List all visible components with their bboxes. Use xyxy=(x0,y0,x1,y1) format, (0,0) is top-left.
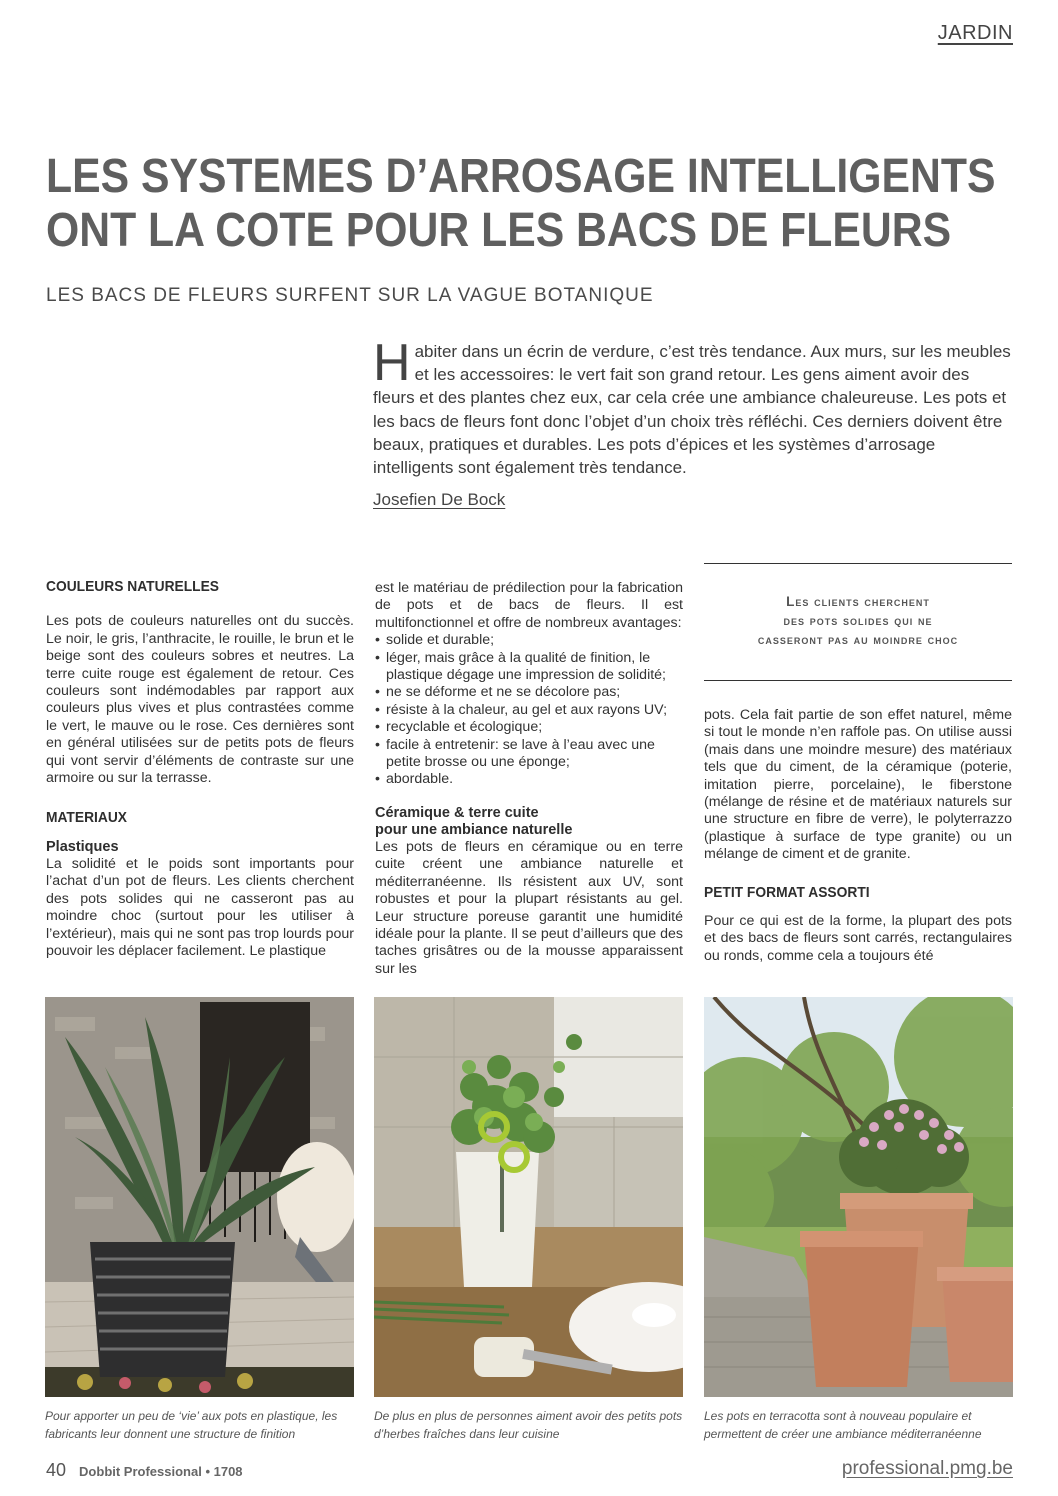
heading-materiaux: MATERIAUX xyxy=(46,809,128,827)
pull-quote-text xyxy=(704,592,1012,649)
text-column-3 xyxy=(704,707,1012,965)
intro-text: abiter dans un écrin de verdure, c’est très tendance. Aux murs, sur les meubles et les accessoires: le vert fait son grand retour. Les gens aiment avoir des fleurs et des plantes chez eux, car cela crée une ambiance chaleureuse. Les pots et les bacs de fleurs font donc l’objet d’un choix très réfléchi. Ces derniers doivent être beaux, pratiques et durables. Les pots d’épices et les systèmes d’arrosage intelligents sont également très tendance. xyxy=(373,342,1011,478)
photo-herb-pot xyxy=(374,997,683,1397)
title-line-1: LES SYSTEMES D’ARROSAGE INTELLIGENTS xyxy=(46,150,996,203)
photo-plastic-pot-image xyxy=(45,997,354,1397)
caption-terracotta-pots: Les pots en terracotta sont à nouveau populaire et permettent de créer une ambiance méditerranéenne xyxy=(704,1409,982,1441)
pull-quote xyxy=(704,563,1012,681)
dropcap-letter: H xyxy=(373,334,411,392)
advantages-list xyxy=(375,632,683,789)
section-label: JARDIN xyxy=(937,22,1013,44)
text-column-2 xyxy=(375,580,683,978)
paragraph-petit-format: Pour ce qui est de la forme, la plupart des pots et des bacs de fleurs sont carrés, rectangulaires ou ronds, comme cela a toujours été xyxy=(704,913,1012,964)
footer-left xyxy=(46,1460,243,1481)
quote-line-1: Les clients cherchent xyxy=(786,594,930,609)
subheading-plastiques: Plastiques xyxy=(46,838,119,855)
list-item: • recyclable et écologique; xyxy=(375,719,683,736)
website-link[interactable]: professional.pmg.be xyxy=(841,1458,1013,1479)
photo-terracotta-pots-image xyxy=(704,997,1013,1397)
list-item: • solide et durable; xyxy=(375,632,683,649)
quote-line-3: casseront pas au moindre choc xyxy=(757,632,959,647)
list-item: • léger, mais grâce à la qualité de finition, le plastique dégage une impression de solidité; xyxy=(375,650,683,685)
subheading-ceramique-line-2: pour une ambiance naturelle xyxy=(375,821,573,838)
paragraph-materiaux-suite: pots. Cela fait partie de son effet naturel, même si tout le monde n’en raffole pas. On utilise aussi (mais dans une moindre mesure) des matériaux tels que du ciment, de la céramique (poterie, imitation pierre, porcelaine), le fiberstone (mélange de résine et de matériaux naturels sur une structure en fibre de verre), le polyterrazzo (plastique à surface de type granite) ou un mélange de ciment et de granite. xyxy=(704,707,1012,863)
article-subtitle: LES BACS DE FLEURS SURFENT SUR LA VAGUE BOTANIQUE xyxy=(46,285,654,306)
caption-plastic-pot: Pour apporter un peu de ‘vie’ aux pots en plastique, les fabricants leur donnent une structure de finition xyxy=(45,1409,338,1441)
publication-name: Dobbit Professional • 1708 xyxy=(79,1464,243,1479)
subheading-ceramique xyxy=(375,805,683,839)
photo-plastic-pot xyxy=(45,997,354,1397)
article-title xyxy=(46,150,996,258)
author-byline[interactable]: Josefien De Bock xyxy=(373,490,506,509)
paragraph-couleurs: Les pots de couleurs naturelles ont du succès. Le noir, le gris, l’anthracite, le rouille, le brun et le beige sont des couleurs sobres et neutres. La terre cuite rouge est également de retour. Ces couleurs sont indémodables par rapport aux couleurs plus vives et plus contrastées comme le vert, le mauve ou le rose. Ces dernières sont en général utilisées sur de petits pots de fleurs qui vont servir d’éléments de contraste sur une armoire ou sur la terrasse. xyxy=(46,613,354,787)
list-item: • facile à entretenir: se lave à l’eau avec une petite brosse ou une éponge; xyxy=(375,737,683,772)
list-item: • résiste à la chaleur, au gel et aux rayons UV; xyxy=(375,702,683,719)
list-item: • abordable. xyxy=(375,771,683,788)
page-number: 40 xyxy=(46,1460,67,1480)
paragraph-plastique-intro: est le matériau de prédilection pour la fabrication de pots et de bacs de fleurs. Il est multifonctionnel et offre de nombreux avantages: xyxy=(375,580,683,631)
photo-terracotta-pots xyxy=(704,997,1013,1397)
heading-couleurs-naturelles: COULEURS NATURELLES xyxy=(46,578,220,595)
paragraph-ceramique: Les pots de fleurs en céramique ou en terre cuite créent une ambiance naturelle et méditerranéenne. Ils résistent aux UV, sont robustes et pour la plupart résistants au gel. Leur structure poreuse garantit une humidité idéale pour la plante. Il se peut d’ailleurs que des taches grisâtres ou de la mousse apparaissent sur les xyxy=(375,838,683,977)
list-item: • ne se déforme et ne se décolore pas; xyxy=(375,684,683,701)
photo-herb-pot-image xyxy=(374,997,683,1397)
title-line-2: ONT LA COTE POUR LES BACS DE FLEURS xyxy=(46,204,952,257)
article-intro xyxy=(373,334,1013,479)
quote-line-2: des pots solides qui ne xyxy=(783,613,933,628)
text-column-1 xyxy=(46,578,354,960)
paragraph-plastiques: La solidité et le poids sont importants pour l’achat d’un pot de fleurs. Les clients cherchent des pots solides qui ne casseront pas au moindre choc (surtout pour les utiliser à l’extérieur), mais qui ne sont pas trop lourds pour pouvoir les déplacer facilement. Le plastique xyxy=(46,855,354,959)
subheading-ceramique-line-1: Céramique & terre cuite xyxy=(375,804,539,821)
heading-petit-format: PETIT FORMAT ASSORTI xyxy=(704,883,870,901)
caption-herb-pot: De plus en plus de personnes aiment avoir des petits pots d’herbes fraîches dans leur cuisine xyxy=(374,1409,683,1441)
